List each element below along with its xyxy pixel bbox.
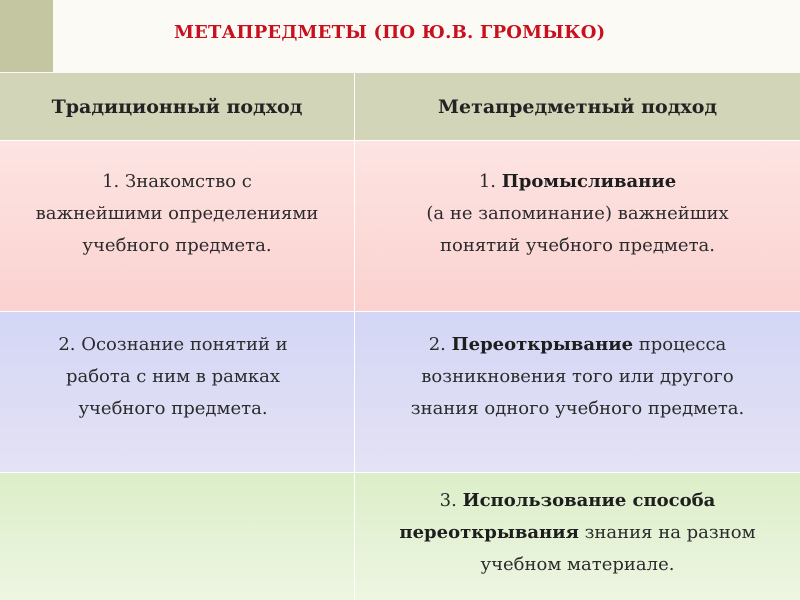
plain-text: учебного предмета. [82,235,272,256]
text-line [411,329,744,361]
text-line [426,230,728,262]
emphasis-text: Переоткрывание [451,334,634,355]
corner-block [0,0,53,72]
plain-text: работа с ним в рамках [65,366,281,387]
slide-title: МЕТАПРЕДМЕТЫ (ПО Ю.В. ГРОМЫКО) [174,22,606,43]
plain-text: 1. Знакомство с [102,171,252,192]
header-traditional: Традиционный подход [0,73,355,140]
plain-text: знания одного учебного предмета. [410,398,745,419]
text-line [399,517,755,549]
cell-text [36,166,319,262]
text-line [399,549,755,581]
text-line [426,166,728,198]
cell-text [399,485,755,581]
plain-text: важнейшими определениями [35,203,319,224]
plain-text: 1. [478,171,502,192]
emphasis-text: переоткрывания [399,521,579,543]
plain-text: 2. [428,334,452,355]
cell-traditional-3-empty [0,473,355,600]
cell-traditional-2 [0,312,355,472]
text-line [58,393,287,425]
text-line [58,329,287,361]
text-line [58,361,287,393]
text-line [36,198,319,230]
cell-traditional-1 [0,141,355,311]
table-row-3 [0,473,800,600]
cell-text [58,329,295,425]
cell-metasubject-1 [355,141,800,311]
emphasis-text: Промысливание [501,171,677,192]
cell-text [426,166,728,262]
emphasis-text: Использование способа [462,489,716,511]
text-line [411,393,744,425]
cell-metasubject-3 [355,473,800,600]
plain-text: (а не запоминание) важнейших [426,203,729,224]
text-line [36,230,319,262]
plain-text: учебного предмета. [78,398,268,419]
text-line [399,485,755,517]
header-metasubject: Метапредметный подход [437,95,718,118]
plain-text: возникновения того или другого [421,366,734,387]
plain-text: знания на разном [578,521,756,543]
table-row-2 [0,312,800,473]
plain-text: процесса [633,334,727,355]
text-line [411,361,744,393]
plain-text: 2. Осознание понятий и [58,334,288,355]
plain-text: учебном материале. [480,553,675,575]
cell-text [411,329,744,425]
text-line [426,198,728,230]
table-row-1 [0,141,800,312]
plain-text: понятий учебного предмета. [440,235,715,256]
cell-metasubject-2 [355,312,800,472]
table-header-row [0,73,800,141]
text-line [36,166,319,198]
comparison-table [0,73,800,600]
plain-text: 3. [439,489,463,511]
